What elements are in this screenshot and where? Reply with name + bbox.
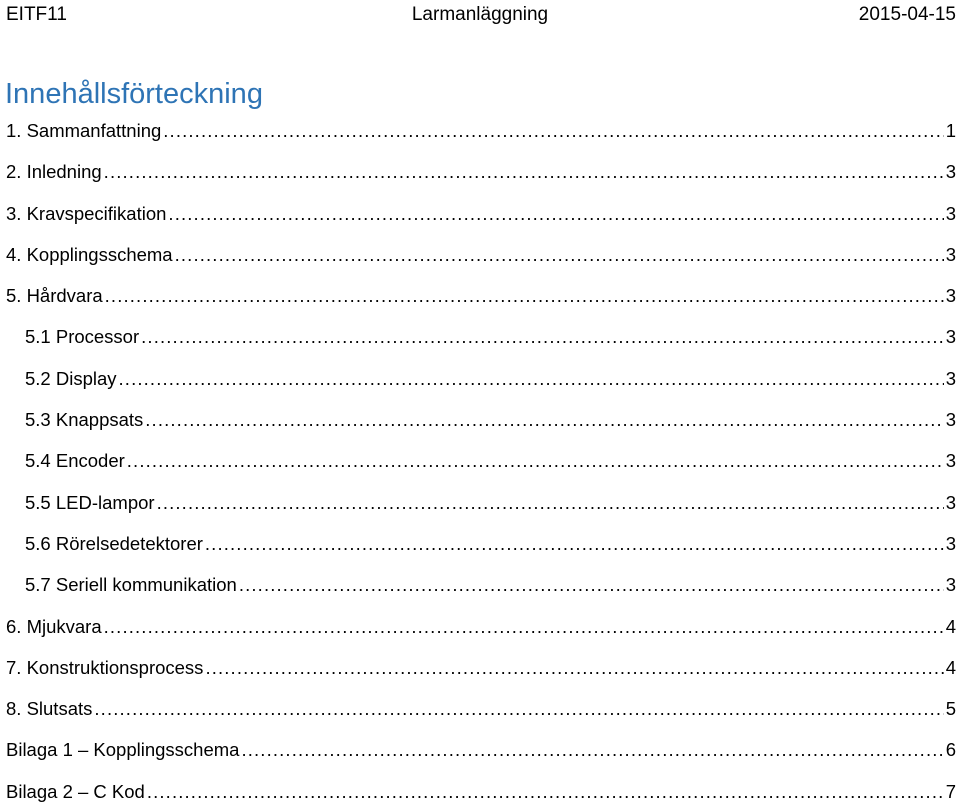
toc-entry-label: 5.5 LED-lampor — [25, 491, 155, 513]
toc-entry-page: 3 — [945, 243, 956, 265]
toc-entry-label: 5.2 Display — [25, 367, 117, 389]
toc-entry-page: 1 — [945, 120, 956, 141]
toc-entry[interactable] — [0, 771, 960, 812]
dot-leader — [205, 523, 944, 564]
toc-entry-page: 3 — [945, 409, 956, 431]
dot-leader — [239, 564, 944, 605]
toc-entry-page: 5 — [945, 698, 956, 720]
toc-entry[interactable] — [0, 316, 960, 357]
toc-entry-label: 2. Inledning — [6, 161, 102, 183]
toc-entry[interactable] — [0, 234, 960, 275]
toc-entry[interactable] — [0, 564, 960, 605]
dot-leader — [168, 193, 943, 234]
dot-leader — [157, 482, 944, 523]
table-of-contents — [0, 110, 960, 812]
dot-leader — [147, 771, 944, 812]
toc-entry-label: 5.4 Encoder — [25, 450, 125, 472]
toc-entry-label: 5.3 Knappsats — [25, 409, 144, 431]
toc-entry-label: 6. Mjukvara — [6, 615, 102, 637]
toc-entry[interactable] — [0, 523, 960, 564]
toc-entry[interactable] — [0, 688, 960, 729]
toc-entry-label: 3. Kravspecifikation — [6, 202, 167, 224]
toc-entry-label: 1. Sammanfattning — [6, 120, 162, 141]
toc-entry[interactable] — [0, 193, 960, 234]
toc-entry[interactable] — [0, 151, 960, 192]
dot-leader — [205, 647, 943, 688]
toc-entry[interactable] — [0, 606, 960, 647]
toc-entry[interactable] — [0, 729, 960, 770]
toc-entry-label: 5.1 Processor — [25, 326, 140, 348]
toc-entry-page: 4 — [945, 656, 956, 678]
toc-entry-label: 5.7 Seriell kommunikation — [25, 574, 237, 596]
toc-entry-page: 3 — [945, 450, 956, 472]
toc-entry-label: 5. Hårdvara — [6, 285, 103, 307]
toc-entry-label: 7. Konstruktionsprocess — [6, 656, 204, 678]
toc-entry-page: 3 — [945, 161, 956, 183]
dot-leader — [104, 606, 944, 647]
toc-entry-page: 3 — [945, 491, 956, 513]
toc-entry-label: 8. Slutsats — [6, 698, 93, 720]
toc-entry-label: 5.6 Rörelsedetektorer — [25, 532, 203, 554]
dot-leader — [141, 316, 944, 357]
dot-leader — [175, 234, 944, 275]
dot-leader — [105, 275, 944, 316]
dot-leader — [94, 688, 943, 729]
toc-entry-page: 7 — [945, 780, 956, 802]
course-code: EITF11 — [6, 4, 67, 25]
toc-heading: Innehållsförteckning — [5, 78, 263, 110]
page-header — [0, 0, 960, 30]
toc-entry[interactable] — [0, 647, 960, 688]
toc-entry-page: 3 — [945, 574, 956, 596]
document-date: 2015-04-15 — [858, 4, 956, 25]
toc-entry-page: 3 — [945, 285, 956, 307]
document-title: Larmanläggning — [411, 4, 549, 25]
dot-leader — [104, 151, 944, 192]
toc-entry-page: 3 — [945, 326, 956, 348]
toc-entry-page: 4 — [945, 615, 956, 637]
dot-leader — [163, 110, 943, 151]
toc-entry-label: Bilaga 1 – Kopplingsschema — [6, 739, 240, 761]
dot-leader — [127, 440, 944, 481]
toc-entry-page: 3 — [945, 202, 956, 224]
toc-entry-label: Bilaga 2 – C Kod — [6, 780, 145, 802]
toc-entry[interactable] — [0, 358, 960, 399]
toc-entry-page: 6 — [945, 739, 956, 761]
dot-leader — [145, 399, 943, 440]
toc-entry-page: 3 — [945, 367, 956, 389]
dot-leader — [241, 729, 943, 770]
toc-entry[interactable] — [0, 275, 960, 316]
toc-entry[interactable] — [0, 399, 960, 440]
toc-entry[interactable] — [0, 482, 960, 523]
toc-entry-label: 4. Kopplingsschema — [6, 243, 173, 265]
toc-entry[interactable] — [0, 440, 960, 481]
toc-entry-page: 3 — [945, 532, 956, 554]
toc-entry[interactable] — [0, 110, 960, 151]
dot-leader — [119, 358, 944, 399]
